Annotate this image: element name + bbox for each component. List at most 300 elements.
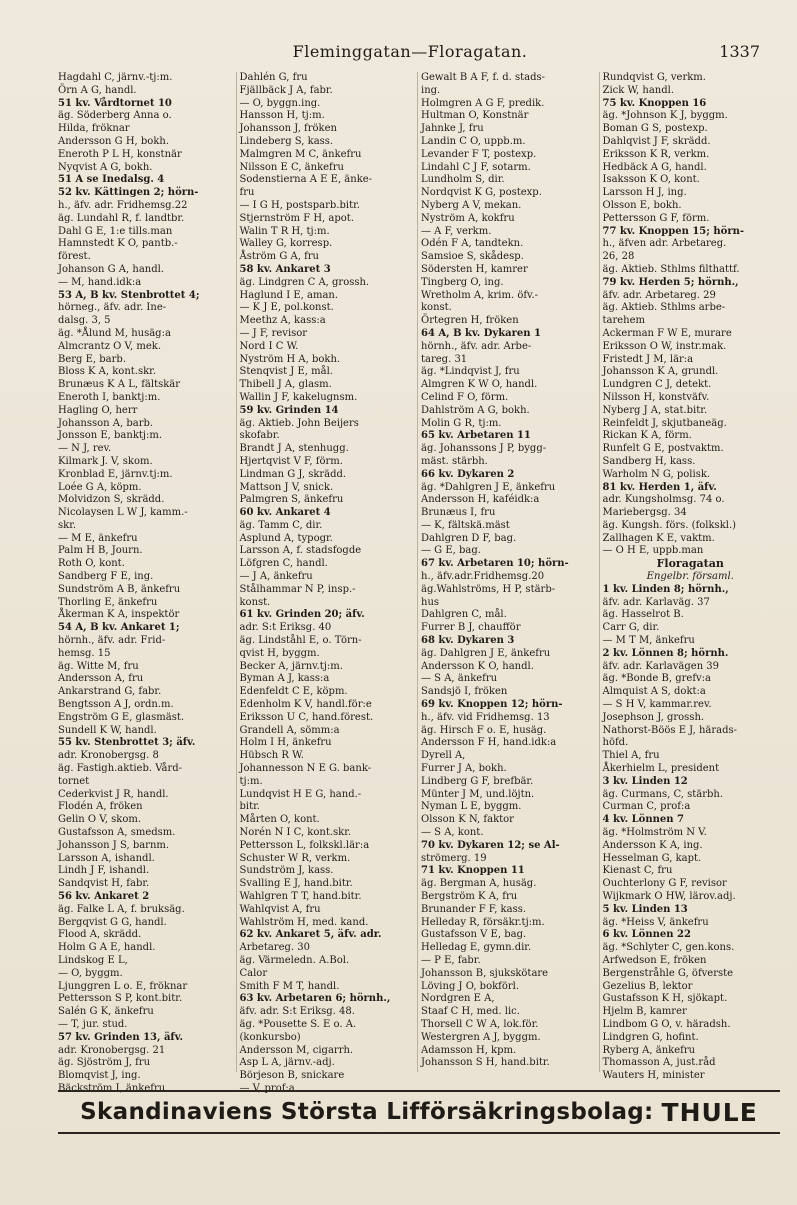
directory-entry: — S H V, kammar.rev. xyxy=(602,699,712,711)
directory-entry: — K, fältskä.mäst xyxy=(421,519,510,531)
directory-entry: 55 kv. Stenbrottet 3; äfv. xyxy=(58,737,196,749)
directory-entry: Helledag E, gymn.dir. xyxy=(421,942,532,954)
directory-entry: Pettersson L, folkskl.lär:a xyxy=(239,839,370,851)
directory-entry: Larsson H J, ing. xyxy=(602,187,687,199)
directory-entry: Johansson A, barb. xyxy=(58,417,154,429)
directory-entry: äg. *Holmström N V. xyxy=(602,827,707,839)
directory-entry: äg. Aktieb. Sthlms arbe- xyxy=(602,302,726,314)
directory-entry: Larsson A, f. stadsfogde xyxy=(239,545,362,557)
directory-entry: Thibell J A, glasm. xyxy=(239,379,332,391)
directory-entry: Eriksson O W, instr.mak. xyxy=(602,340,727,352)
directory-entry: Nord I C W. xyxy=(239,340,299,352)
directory-entry: äg. *Lindqvist J, fru xyxy=(421,366,520,378)
directory-entry: — N J, rev. xyxy=(58,443,112,455)
directory-entry: — J F, revisor xyxy=(239,327,308,339)
directory-entry: — M, hand.idk:a xyxy=(58,276,142,288)
directory-entry: Hansson H, tj:m. xyxy=(239,110,325,122)
directory-entry: Wretholm A, krim. öfv.- xyxy=(421,289,539,301)
directory-entry: 60 kv. Ankaret 4 xyxy=(239,507,331,519)
directory-entry: Sandsjö I, fröken xyxy=(421,686,508,698)
directory-entry: Isaksson K O, kont. xyxy=(602,174,700,186)
directory-entry: Almgren K W O, handl. xyxy=(421,379,538,391)
directory-entry: Ryberg A, änkefru xyxy=(602,1044,696,1056)
directory-entry: — M T M, änkefru xyxy=(602,635,695,647)
directory-entry: Andersson K O, handl. xyxy=(421,660,534,672)
directory-entry: Engelbr. församl. xyxy=(646,571,734,583)
directory-entry: Norén N I C, kont.skr. xyxy=(239,827,352,839)
directory-entry: — O, byggm. xyxy=(58,967,123,979)
directory-entry: — O H E, uppb.man xyxy=(602,545,704,557)
directory-entry: Berg E, barb. xyxy=(58,353,127,365)
directory-entry: — M E, änkefru xyxy=(58,532,138,544)
directory-entry: Zick W, handl. xyxy=(602,84,674,96)
column-2 xyxy=(236,72,418,1094)
directory-entry: Gustafsson V E, bag. xyxy=(421,929,527,941)
directory-entry: fru xyxy=(239,187,255,199)
directory-entry: Grandell A, sömm:a xyxy=(239,724,340,736)
directory-entry: Hjelm B, kamrer xyxy=(602,1006,687,1018)
directory-entry: Sundström J, kass. xyxy=(239,865,334,877)
directory-entry: Sandberg H, kass. xyxy=(602,455,696,467)
directory-entry: höfd. xyxy=(602,737,629,749)
directory-entry: Flood A, skrädd. xyxy=(58,929,142,941)
directory-entry: — P E, fabr. xyxy=(421,954,481,966)
directory-entry: Palm H B, Journ. xyxy=(58,545,143,557)
directory-entry: Hultman O, Konstnär xyxy=(421,110,529,122)
directory-entry: Löfgren C, handl. xyxy=(239,558,328,570)
directory-entry: Larsson A, ishandl. xyxy=(58,852,155,864)
directory-columns xyxy=(58,72,780,1094)
directory-entry: Hesselman G, kapt. xyxy=(602,852,702,864)
directory-entry: — S A, kont. xyxy=(421,827,484,839)
directory-entry: h., äfv. adr. Fridhemsg.22 xyxy=(58,199,188,211)
directory-entry: Levander F T, postexp. xyxy=(421,148,537,160)
directory-entry: Loée G A, köpm. xyxy=(58,481,142,493)
directory-entry: Lindskog E L, xyxy=(58,954,128,966)
directory-entry: Wallin J F, kakelugnsm. xyxy=(239,391,358,403)
directory-entry: Johansson J S, barnm. xyxy=(58,839,170,851)
directory-entry: Nilsson E C, änkefru xyxy=(239,161,344,173)
directory-entry: hörnh., äfv. adr. Frid- xyxy=(58,635,166,647)
directory-entry: Arbetareg. 30 xyxy=(239,942,310,954)
directory-entry: hus xyxy=(421,596,440,608)
directory-entry: 62 kv. Ankaret 5, äfv. adr. xyxy=(239,929,382,941)
directory-entry: tj:m. xyxy=(239,775,263,787)
directory-entry: Örn A G, handl. xyxy=(58,84,137,96)
directory-entry: äg. *Pousette S. E o. A. xyxy=(239,1018,357,1030)
advertisement-banner xyxy=(58,1090,780,1134)
directory-entry: Mariebergsg. 34 xyxy=(602,507,687,519)
directory-entry: 81 kv. Herden 1, äfv. xyxy=(602,481,717,493)
directory-entry: (konkursbo) xyxy=(239,1031,301,1043)
directory-entry: Molin G R, tj:m. xyxy=(421,417,502,429)
directory-entry: Zallhagen K E, vaktm. xyxy=(602,532,715,544)
directory-entry: förest. xyxy=(58,251,91,263)
directory-entry: Curman C, prof:a xyxy=(602,801,691,813)
directory-entry: Åkerhielm L, president xyxy=(602,763,720,775)
directory-entry: äg. Lundahl R, f. landtbr. xyxy=(58,212,185,224)
directory-entry: Josephson J, grossh. xyxy=(602,711,705,723)
directory-entry: 4 kv. Lönnen 7 xyxy=(602,814,684,826)
directory-entry: — S A, änkefru xyxy=(421,673,498,685)
directory-entry: 5 kv. Linden 13 xyxy=(602,903,688,915)
directory-entry: skr. xyxy=(58,519,77,531)
directory-entry: äg. Värmeledn. A.Bol. xyxy=(239,954,350,966)
directory-entry: Lindman G J, skrädd. xyxy=(239,468,347,480)
directory-entry: Stenqvist J E, mål. xyxy=(239,366,333,378)
directory-entry: Ackerman F W E, murare xyxy=(602,327,732,339)
directory-entry: äg. Lindgren C A, grossh. xyxy=(239,276,370,288)
directory-entry: äg.Wahlströms, H P, stärb- xyxy=(421,583,556,595)
directory-entry: 2 kv. Lönnen 8; hörnh. xyxy=(602,647,729,659)
directory-entry: Cederkvist J R, handl. xyxy=(58,788,169,800)
directory-entry: Brunander F F, kass. xyxy=(421,903,527,915)
directory-entry: Thomasson A, just.råd xyxy=(602,1057,716,1069)
directory-entry: Lundholm S, dir. xyxy=(421,174,505,186)
column-1 xyxy=(58,72,236,1094)
directory-entry: Dahlén G, fru xyxy=(239,72,308,83)
directory-entry: Mattson J V, snick. xyxy=(239,481,334,493)
directory-entry: Ouchterlony G F, revisor xyxy=(602,878,727,890)
directory-entry: Blomqvist J, ing. xyxy=(58,1070,141,1082)
directory-entry: 69 kv. Knoppen 12; hörn- xyxy=(421,699,563,711)
directory-entry: Adamsson H, kpm. xyxy=(421,1044,517,1056)
directory-entry: Wahlgren T T, hand.bitr. xyxy=(239,891,362,902)
directory-entry: Jonsson E, banktj:m. xyxy=(58,430,163,442)
directory-entry: Nathorst-Böös E J, härads- xyxy=(602,724,738,736)
directory-entry: Meethz A, kass:a xyxy=(239,315,326,327)
directory-entry: Olsson E, bokh. xyxy=(602,199,682,211)
page-header xyxy=(60,42,760,68)
directory-entry: Almcrantz O V, mek. xyxy=(58,340,161,352)
directory-entry: 66 kv. Dykaren 2 xyxy=(421,468,515,480)
directory-entry: Johannesson N E G. bank- xyxy=(239,763,372,775)
directory-entry: — I G H, postsparb.bitr. xyxy=(239,199,360,211)
directory-entry: 64 A, B kv. Dykaren 1 xyxy=(421,327,541,339)
directory-entry: adr. Kronobergsg. 21 xyxy=(58,1044,166,1056)
directory-entry: Asplund A, typogr. xyxy=(239,532,333,544)
directory-entry: äfv. adr. Karlaväg. 37 xyxy=(602,596,710,608)
directory-entry: adr. Kungsholmsg. 74 o. xyxy=(602,494,725,506)
directory-entry: Roth O, kont. xyxy=(58,558,125,570)
directory-entry: konst. xyxy=(239,596,271,608)
directory-entry: Dyrell A, xyxy=(421,750,466,762)
directory-entry: Pettersson S P, kont.bitr. xyxy=(58,993,183,1005)
directory-entry: Wahlström H, med. kand. xyxy=(239,916,369,928)
directory-entry: tarehem xyxy=(602,315,646,327)
directory-entry: Walley G, korresp. xyxy=(239,238,333,250)
directory-entry: Nordqvist K G, postexp. xyxy=(421,187,542,199)
directory-entry: — T, jur. stud. xyxy=(58,1018,128,1030)
directory-entry: 65 kv. Arbetaren 11 xyxy=(421,430,531,442)
directory-entry: Bergqvist G G, handl. xyxy=(58,916,167,928)
directory-entry: äg. Tamm C, dir. xyxy=(239,519,323,531)
directory-entry: äg. *Ålund M, husäg:a xyxy=(58,327,171,339)
directory-entry: äfv. adr. S:t Eriksg. 48. xyxy=(239,1006,355,1018)
directory-entry: Nyberg J A, stat.bitr. xyxy=(602,404,708,416)
directory-entry: äg. Aktieb. Sthlms filthattf. xyxy=(602,263,740,275)
directory-entry: Reinfeldt J, skjutbaneäg. xyxy=(602,417,727,429)
directory-entry: Ljunggren L o. E, fröknar xyxy=(58,980,188,992)
directory-entry: Hedbäck A G, handl. xyxy=(602,161,707,173)
directory-entry: Dahl G E, 1:e tills.man xyxy=(58,225,173,237)
directory-entry: — O, byggn.ing. xyxy=(239,97,321,109)
directory-entry: Åkerman K A, inspektör xyxy=(58,609,180,621)
directory-entry: Börjeson B, snickare xyxy=(239,1070,345,1082)
directory-entry: Örtegren H, fröken xyxy=(421,315,519,327)
column-4 xyxy=(599,72,781,1082)
page-number: 1337 xyxy=(719,42,760,61)
directory-entry: dalsg. 3, 5 xyxy=(58,315,111,327)
directory-entry: Brunæus K A L, fältskär xyxy=(58,379,181,391)
directory-entry: Becker A, järnv.tj:m. xyxy=(239,660,343,672)
directory-entry: Byman A J, kass:a xyxy=(239,673,330,685)
directory-entry: Stålhammar N P, insp.- xyxy=(239,583,356,595)
directory-entry: äg. Fastigh.aktieb. Vård- xyxy=(58,763,183,775)
directory-entry: 1 kv. Linden 8; hörnh., xyxy=(602,583,729,595)
directory-entry: Bäckström I, änkefru xyxy=(58,1082,166,1094)
directory-entry: Arfwedson E, fröken xyxy=(602,954,707,966)
directory-entry: Sandqvist H, fabr. xyxy=(58,878,150,890)
directory-entry: Nyberg A V, mekan. xyxy=(421,199,522,211)
directory-entry: Johansson J, fröken xyxy=(239,123,337,135)
directory-entry: 52 kv. Kättingen 2; hörn- xyxy=(58,187,199,199)
banner-brand: THULE xyxy=(661,1097,758,1127)
directory-entry: Flodén A, fröken xyxy=(58,801,143,813)
directory-entry: Gezelius B, lektor xyxy=(602,980,693,992)
directory-entry: Molvidzon S, skrädd. xyxy=(58,494,165,506)
directory-entry: 63 kv. Arbetaren 6; hörnh., xyxy=(239,993,391,1005)
directory-entry: Gewalt B A F, f. d. stads- xyxy=(421,72,545,83)
directory-entry: Nordgren E A, xyxy=(421,993,495,1005)
directory-entry: äg. Falke L A, f. bruksäg. xyxy=(58,903,185,915)
directory-entry: — A F, verkm. xyxy=(421,225,492,237)
directory-entry: Rundqvist G, verkm. xyxy=(602,72,706,83)
directory-entry: Bloss K A, kont.skr. xyxy=(58,366,157,378)
directory-entry: Hilda, fröknar xyxy=(58,123,130,135)
directory-entry: äg. *Bonde B, grefv:a xyxy=(602,673,712,685)
directory-entry: — V, prof:a xyxy=(239,1082,295,1094)
directory-entry: 6 kv. Lönnen 22 xyxy=(602,929,691,941)
directory-entry: äg. *Dahlgren J E, änkefru xyxy=(421,481,556,493)
directory-entry: Sandberg F E, ing. xyxy=(58,571,154,583)
directory-entry: Stjernström F H, apot. xyxy=(239,212,354,224)
directory-entry: Dahlgren D F, bag. xyxy=(421,532,517,544)
directory-entry: Wijkmark O HW, lärov.adj. xyxy=(602,891,736,902)
directory-entry: Johansson K A, grundl. xyxy=(602,366,719,378)
directory-entry: hemsg. 15 xyxy=(58,647,111,659)
directory-entry: Holm G A E, handl. xyxy=(58,942,156,954)
directory-entry: Eneroth I, banktj:m. xyxy=(58,391,161,403)
directory-entry: äg. *Schlyter C, gen.kons. xyxy=(602,942,735,954)
directory-entry: 75 kv. Knoppen 16 xyxy=(602,97,707,109)
directory-entry: h., äfv. vid Fridhemsg. 13 xyxy=(421,711,550,723)
directory-entry: Lundqvist H E G, hand.- xyxy=(239,788,362,800)
directory-entry: Olsson K N, faktor xyxy=(421,814,514,826)
directory-entry: Boman G S, postexp. xyxy=(602,123,708,135)
directory-entry: Palmgren S, änkefru xyxy=(239,494,344,506)
directory-entry: äfv. adr. Arbetareg. 29 xyxy=(602,289,716,301)
directory-entry: Pettersson G F, förm. xyxy=(602,212,710,224)
directory-entry: Södersten H, kamrer xyxy=(421,263,528,275)
directory-entry: Runfelt G E, postvaktm. xyxy=(602,443,724,455)
directory-entry: Hjertqvist V F, förm. xyxy=(239,455,343,467)
directory-entry: Kronblad E, järnv.tj:m. xyxy=(58,468,173,480)
directory-entry: äg. Hirsch F o. E, husäg. xyxy=(421,724,547,736)
directory-entry: Lindh J F, ishandl. xyxy=(58,865,150,877)
directory-entry: Dahlgren C, mål. xyxy=(421,609,507,621)
directory-entry: Lundgren C J, detekt. xyxy=(602,379,712,391)
directory-entry: 79 kv. Herden 5; hörnh., xyxy=(602,276,739,288)
column-3 xyxy=(417,72,599,1072)
directory-entry: Eneroth P L H, konstnär xyxy=(58,148,182,160)
directory-entry: Kienast C, fru xyxy=(602,865,673,877)
directory-entry: Hagling O, herr xyxy=(58,404,138,416)
directory-entry: Malmgren M C, änkefru xyxy=(239,148,362,160)
directory-entry: Brunæus I, fru xyxy=(421,507,496,519)
directory-entry: Andersson A, fru xyxy=(58,673,144,685)
directory-entry: konst. xyxy=(421,302,452,314)
directory-entry: Eriksson U C, hand.förest. xyxy=(239,711,374,723)
directory-entry: äg. Söderberg Anna o. xyxy=(58,110,172,122)
directory-entry: 70 kv. Dykaren 12; se Al- xyxy=(421,839,560,851)
directory-entry: Thorling E, änkefru xyxy=(58,596,158,608)
directory-entry: Odén F A, tandtekn. xyxy=(421,238,524,250)
directory-entry: 59 kv. Grinden 14 xyxy=(239,404,339,416)
directory-entry: Münter J M, und.löjtn. xyxy=(421,788,535,800)
directory-entry: Holmgren A G F, predik. xyxy=(421,97,545,109)
directory-entry: äg. *Johnson K J, byggm. xyxy=(602,110,728,122)
directory-entry: Dahlström A G, bokh. xyxy=(421,404,530,416)
directory-entry: Schuster W R, verkm. xyxy=(239,852,351,864)
directory-entry: Andersson M, cigarrh. xyxy=(239,1044,354,1056)
directory-entry: skofabr. xyxy=(239,430,280,442)
directory-entry: äg. Aktieb. John Beijers xyxy=(239,417,359,429)
directory-entry: mäst. stärbh. xyxy=(421,455,488,467)
directory-entry: Andersson G H, bokh. xyxy=(58,135,170,147)
directory-entry: Sundell K W, handl. xyxy=(58,724,157,736)
directory-entry: adr. Kronobergsg. 8 xyxy=(58,750,159,762)
banner-text: Skandinaviens Största Lifförsäkringsbolag: xyxy=(80,1099,654,1125)
directory-entry: Engström G E, glasmäst. xyxy=(58,711,185,723)
directory-entry: Asp L A, järnv.-adj. xyxy=(239,1057,335,1069)
directory-entry: Salén G K, änkefru xyxy=(58,1006,154,1018)
directory-entry: Nyström H A, bokh. xyxy=(239,353,341,365)
directory-entry: Jahnke J, fru xyxy=(421,123,484,135)
directory-entry: äg. Witte M, fru xyxy=(58,660,139,672)
directory-entry: Johansson B, sjukskötare xyxy=(421,967,549,979)
directory-entry: ing. xyxy=(421,84,441,96)
directory-entry: Tingberg O, ing. xyxy=(421,276,504,288)
directory-entry: Ankarstrand G, fabr. xyxy=(58,686,162,698)
directory-entry: äfv. adr. Karlavägen 39 xyxy=(602,660,720,672)
directory-entry: hörnh., äfv. adr. Arbe- xyxy=(421,340,532,352)
directory-entry: Almquist A S, dokt:a xyxy=(602,686,706,698)
directory-entry: Furrer B J, chaufför xyxy=(421,622,521,634)
directory-entry: Landin C O, uppb.m. xyxy=(421,135,526,147)
directory-entry: Fristedt J M, lär:a xyxy=(602,353,694,365)
directory-entry: 51 kv. Vårdtornet 10 xyxy=(58,97,172,109)
directory-entry: äg. Dahlgren J E, änkefru xyxy=(421,647,551,659)
directory-entry: Gustafsson A, smedsm. xyxy=(58,827,176,839)
directory-entry: äg. Curmans, C, stärbh. xyxy=(602,788,724,800)
directory-entry: Haglund I E, aman. xyxy=(239,289,339,301)
directory-entry: Wahlqvist A, fru xyxy=(239,903,321,915)
directory-entry: Rickan K A, förm. xyxy=(602,430,692,442)
directory-entry: Svalling E J, hand.bitr. xyxy=(239,878,353,890)
directory-entry: äg. *Heiss V, änkefru xyxy=(602,916,709,928)
directory-entry: Andersson H, kaféidk:a xyxy=(421,494,540,506)
directory-entry: Nyman L E, byggm. xyxy=(421,801,522,813)
directory-entry: tornet xyxy=(58,775,90,787)
directory-entry: Sodenstierna A E E, änke- xyxy=(239,174,373,186)
directory-entry: h., äfven adr. Arbetareg. xyxy=(602,238,727,250)
directory-entry: 54 A, B kv. Ankaret 1; xyxy=(58,622,180,634)
directory-entry: — J A, änkefru xyxy=(239,571,313,583)
directory-entry: Floragatan xyxy=(656,557,724,571)
directory-entry: äg. Lindståhl E, o. Törn- xyxy=(239,635,362,647)
directory-entry: Helleday R, försäkr.tj:m. xyxy=(421,916,545,928)
directory-entry: Lindgren G, hofint. xyxy=(602,1031,699,1043)
directory-entry: — K J E, pol.konst. xyxy=(239,302,334,314)
directory-entry: Furrer J A, bokh. xyxy=(421,763,507,775)
directory-entry: Thiel A, fru xyxy=(602,750,660,762)
directory-entry: Carr G, dir. xyxy=(602,622,660,634)
directory-entry: Lindahl C J F, sotarm. xyxy=(421,161,531,173)
directory-entry: Westergren A J, byggm. xyxy=(421,1031,541,1043)
directory-entry: Hagdahl C, järnv.-tj:m. xyxy=(58,72,173,83)
directory-entry: 68 kv. Dykaren 3 xyxy=(421,635,515,647)
directory-entry: äg. Bergman A, husäg. xyxy=(421,878,537,890)
directory-entry: qvist H, byggm. xyxy=(239,647,320,659)
directory-entry: Nyström A, kokfru xyxy=(421,212,515,224)
page-title: Fleminggatan—Floragatan. xyxy=(292,42,528,61)
directory-entry: 61 kv. Grinden 20; äfv. xyxy=(239,609,365,621)
directory-entry: 77 kv. Knoppen 15; hörn- xyxy=(602,225,745,237)
directory-entry: Bergenstråhle G, öfverste xyxy=(602,967,734,979)
directory-entry: 3 kv. Linden 12 xyxy=(602,775,688,787)
directory-entry: äg. Johanssons J P, bygg- xyxy=(421,443,547,455)
directory-entry: Johansson S H, hand.bitr. xyxy=(421,1057,550,1069)
directory-entry: äg. Kungsh. förs. (folkskl.) xyxy=(602,519,737,531)
directory-entry: 56 kv. Ankaret 2 xyxy=(58,891,150,902)
directory-entry: äg. Sjöström J, fru xyxy=(58,1057,151,1069)
directory-entry: Smith F M T, handl. xyxy=(239,980,340,992)
directory-entry: Andersson F H, hand.idk:a xyxy=(421,737,557,749)
directory-entry: Sundström A B, änkefru xyxy=(58,583,181,595)
directory-entry: Walin T R H, tj:m. xyxy=(239,225,330,237)
directory-entry: Nicolaysen L W J, kamm.- xyxy=(58,507,188,519)
directory-entry: Edenfeldt C E, köpm. xyxy=(239,686,348,698)
directory-entry: Kilmark J. V, skom. xyxy=(58,455,153,467)
directory-entry: äg. Hasselrot B. xyxy=(602,609,684,621)
directory-entry: Åström G A, fru xyxy=(239,251,320,263)
directory-entry: Celind F O, förm. xyxy=(421,391,509,403)
directory-entry: Holm I H, änkefru xyxy=(239,737,332,749)
directory-entry: Dahlqvist J F, skrädd. xyxy=(602,135,711,147)
directory-entry: Hamnstedt K O, pantb.- xyxy=(58,238,178,250)
directory-entry: Johanson G A, handl. xyxy=(58,263,165,275)
directory-entry: Lindberg G F, brefbär. xyxy=(421,775,534,787)
directory-entry: 26, 28 xyxy=(602,251,635,263)
directory-entry: 53 A, B kv. Stenbrottet 4; xyxy=(58,289,200,301)
directory-entry: Nilsson H, konstväfv. xyxy=(602,391,710,403)
directory-entry: h., äfv.adr.Fridhemsg.20 xyxy=(421,571,545,583)
directory-entry: Lindeberg S, kass. xyxy=(239,135,334,147)
directory-entry: tareg. 31 xyxy=(421,353,468,365)
directory-entry: 67 kv. Arbetaren 10; hörn- xyxy=(421,558,569,570)
directory-entry: bitr. xyxy=(239,801,260,813)
